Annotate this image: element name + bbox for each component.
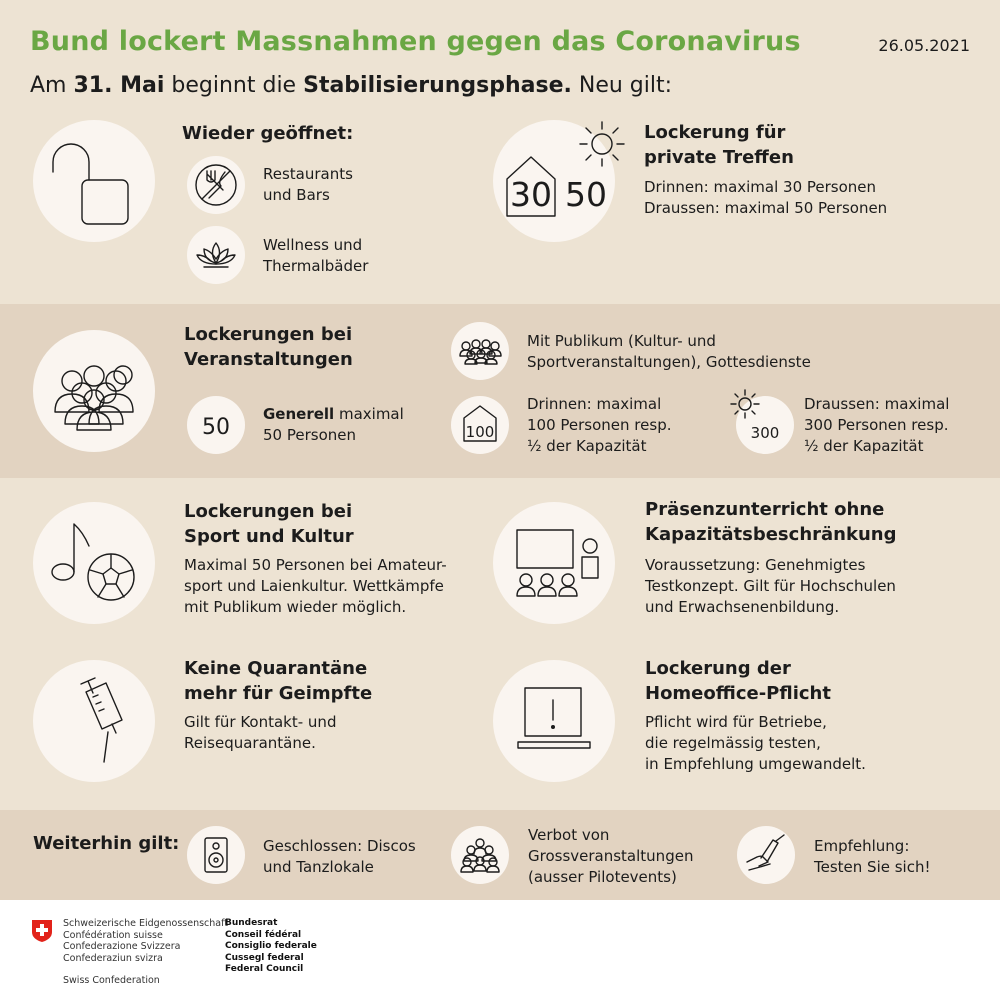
homeoffice-heading [645, 656, 831, 706]
school-text [645, 555, 896, 618]
council-de: Bundesrat [225, 918, 278, 928]
restaurants-line1: Restaurants [263, 165, 353, 183]
quarantine-text-line2: Reisequarantäne. [184, 734, 316, 752]
subtitle-date: 31. Mai [73, 73, 165, 98]
wellness-line2: Thermalbäder [263, 257, 369, 275]
subtitle-phase: Stabilisierungsphase. [303, 73, 572, 98]
school-heading [645, 497, 896, 547]
school-heading-line2: Kapazitätsbeschränkung [645, 524, 897, 545]
subtitle-mid: beginnt die [164, 73, 304, 98]
test-line2: Testen Sie sich! [814, 858, 931, 876]
unlocked-padlock-icon [33, 120, 155, 242]
reopened-heading: Wieder geöffnet: [182, 123, 354, 144]
still-valid-heading: Weiterhin gilt: [33, 833, 180, 854]
speaker-icon [187, 826, 245, 884]
confederation-en: Swiss Confederation [63, 975, 160, 986]
outdoor-number: 300 [750, 424, 780, 442]
ban-line3: (ausser Pilotevents) [528, 868, 677, 886]
private-text [644, 177, 887, 219]
private-heading-line2: private Treffen [644, 147, 794, 168]
confederation-de: Schweizerische Eidgenossenschaft [63, 918, 229, 929]
general-limit-text [263, 404, 404, 446]
quarantine-text [184, 712, 336, 754]
outdoor-line3: ½ der Kapazität [804, 437, 924, 455]
large-crowd-icon [451, 826, 509, 884]
indoor-line1: Drinnen: maximal [527, 395, 662, 413]
general-limit-rest: maximal [334, 405, 404, 423]
quarantine-heading-line1: Keine Quarantäne [184, 658, 368, 679]
school-text-line1: Voraussetzung: Genehmigtes [645, 556, 866, 574]
sport-text-line3: mit Publikum wieder möglich. [184, 598, 407, 616]
private-outdoor-number: 50 [565, 175, 607, 214]
events-heading-line1: Lockerungen bei [184, 324, 353, 345]
private-heading-line1: Lockerung für [644, 122, 786, 143]
general-limit-bold: Generell [263, 405, 335, 423]
homeoffice-text-line1: Pflicht wird für Betriebe, [645, 713, 827, 731]
confederation-it: Confederazione Svizzera [63, 941, 181, 952]
sport-heading-line1: Lockerungen bei [184, 501, 353, 522]
private-text-line1: Drinnen: maximal 30 Personen [644, 178, 877, 196]
general-limit-badge [187, 396, 245, 454]
sport-text-line1: Maximal 50 Personen bei Amateur- [184, 556, 447, 574]
council-fr: Conseil fédéral [225, 929, 302, 940]
homeoffice-text-line2: die regelmässig testen, [645, 734, 821, 752]
test-swab-icon [737, 826, 795, 884]
homeoffice-heading-line1: Lockerung der [645, 658, 791, 679]
page-title: Bund lockert Massnahmen gegen das Coronavirus [30, 26, 801, 57]
homeoffice-heading-line2: Homeoffice-Pflicht [645, 683, 831, 704]
indoor-house-icon [451, 396, 509, 454]
closed-line2: und Tanzlokale [263, 858, 374, 876]
sport-heading [184, 499, 354, 549]
audience-icon [451, 322, 509, 380]
no-food-icon [187, 156, 245, 214]
closed-line1: Geschlossen: Discos [263, 837, 416, 855]
indoor-line2: 100 Personen resp. [527, 416, 672, 434]
private-text-line2: Draussen: maximal 50 Personen [644, 199, 888, 217]
confederation-names [63, 918, 228, 964]
crowd-icon [33, 330, 155, 452]
general-limit-line2: 50 Personen [263, 426, 356, 444]
school-text-line2: Testkonzept. Gilt für Hochschulen [645, 577, 896, 595]
laptop-warning-icon [493, 660, 615, 782]
wellness-line1: Wellness und [263, 236, 363, 254]
lotus-icon [187, 226, 245, 284]
general-limit-number: 50 [202, 415, 230, 440]
sport-heading-line2: Sport und Kultur [184, 526, 354, 547]
council-it: Consiglio federale [225, 941, 317, 951]
private-heading [644, 120, 794, 170]
syringe-icon [33, 660, 155, 782]
indoor-line3: ½ der Kapazität [527, 437, 647, 455]
test-line1: Empfehlung: [814, 837, 910, 855]
council-en: Federal Council [225, 964, 304, 974]
subtitle-pre: Am [30, 73, 74, 98]
audience-text [527, 331, 811, 373]
homeoffice-text [645, 712, 866, 775]
wellness-text [263, 235, 368, 277]
outdoor-line2: 300 Personen resp. [804, 416, 949, 434]
restaurants-line2: und Bars [263, 186, 330, 204]
private-indoor-number: 30 [510, 175, 552, 214]
sport-text [184, 555, 447, 618]
audience-line1: Mit Publikum (Kultur- und [527, 332, 716, 350]
ban-line1: Verbot von [528, 826, 610, 844]
closed-text [263, 836, 416, 878]
indoor-number: 100 [465, 423, 495, 441]
homeoffice-text-line3: in Empfehlung umgewandelt. [645, 755, 866, 773]
quarantine-heading [184, 656, 372, 706]
publication-date: 26.05.2021 [878, 36, 970, 55]
ban-line2: Grossveranstaltungen [528, 847, 694, 865]
confederation-rm: Confederaziun svizra [63, 952, 163, 964]
school-heading-line1: Präsenzunterricht ohne [645, 499, 885, 520]
test-text [814, 836, 930, 878]
quarantine-heading-line2: mehr für Geimpfte [184, 683, 373, 704]
school-text-line3: und Erwachsenenbildung. [645, 598, 840, 616]
outdoor-text [804, 394, 949, 457]
swiss-shield-icon [31, 919, 53, 943]
quarantine-text-line1: Gilt für Kontakt- und [184, 713, 337, 731]
sun-icon [576, 118, 628, 170]
federal-council [225, 918, 317, 976]
outdoor-line1: Draussen: maximal [804, 395, 950, 413]
restaurants-text [263, 164, 353, 206]
council-rm: Cussegl federal [225, 952, 304, 963]
indoor-text [527, 394, 671, 457]
events-heading [184, 322, 353, 372]
events-heading-line2: Veranstaltungen [184, 349, 353, 370]
audience-line2: Sportveranstaltungen), Gottesdienste [527, 353, 811, 371]
music-football-icon [33, 502, 155, 624]
ban-text [528, 825, 693, 888]
sport-text-line2: sport und Laienkultur. Wettkämpfe [184, 577, 444, 595]
small-sun-icon [728, 387, 762, 421]
page-subtitle [30, 73, 672, 98]
confederation-fr: Confédération suisse [63, 929, 163, 941]
classroom-icon [493, 502, 615, 624]
general-limit-line1 [263, 404, 404, 425]
subtitle-post: Neu gilt: [571, 73, 673, 98]
